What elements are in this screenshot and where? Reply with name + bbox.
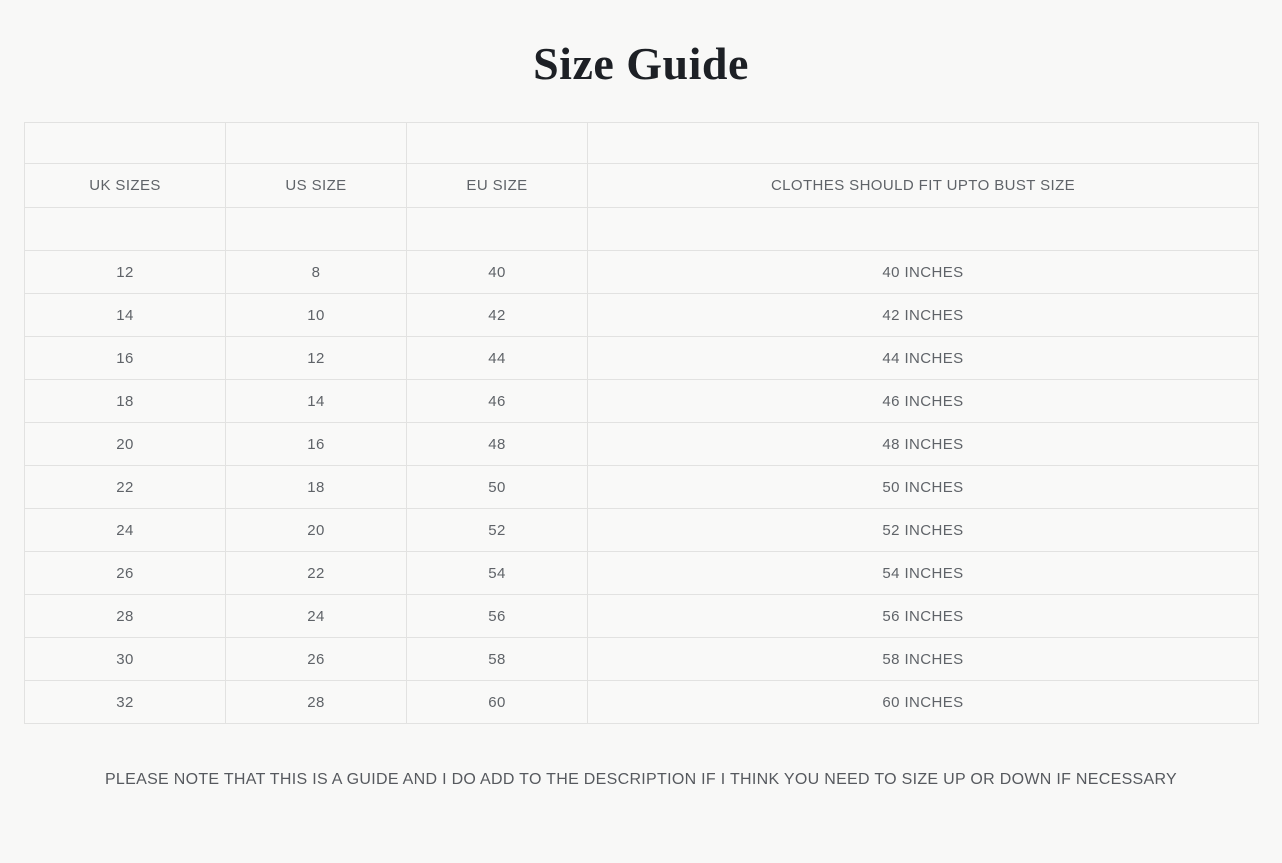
column-header-bust-size: CLOTHES SHOULD FIT UPTO BUST SIZE: [588, 164, 1259, 208]
table-row: [25, 337, 1259, 380]
bust-size-cell: 54 INCHES: [588, 552, 1259, 595]
bust-size-cell: 40 INCHES: [588, 251, 1259, 294]
empty-cell: [407, 123, 588, 164]
us-size-cell: 10: [226, 294, 407, 337]
uk-size-cell: 16: [25, 337, 226, 380]
table-row: [25, 552, 1259, 595]
bust-size-cell: 50 INCHES: [588, 466, 1259, 509]
eu-size-cell: 46: [407, 380, 588, 423]
eu-size-cell: 50: [407, 466, 588, 509]
eu-size-cell: 52: [407, 509, 588, 552]
table-row: [25, 681, 1259, 724]
eu-size-cell: 58: [407, 638, 588, 681]
table-row: [25, 466, 1259, 509]
column-header-us-size: US SIZE: [226, 164, 407, 208]
column-header-uk-sizes: UK SIZES: [25, 164, 226, 208]
table-header-row: [25, 164, 1259, 208]
table-row: [25, 251, 1259, 294]
bust-size-cell: 56 INCHES: [588, 595, 1259, 638]
spacer-row: [25, 208, 1259, 251]
table-row: [25, 509, 1259, 552]
us-size-cell: 12: [226, 337, 407, 380]
size-table-body: [25, 251, 1259, 724]
empty-cell: [226, 208, 407, 251]
table-row: [25, 595, 1259, 638]
column-header-eu-size: EU SIZE: [407, 164, 588, 208]
uk-size-cell: 18: [25, 380, 226, 423]
table-row: [25, 294, 1259, 337]
uk-size-cell: 32: [25, 681, 226, 724]
uk-size-cell: 24: [25, 509, 226, 552]
us-size-cell: 16: [226, 423, 407, 466]
size-guide-note: PLEASE NOTE THAT THIS IS A GUIDE AND I DO ADD TO THE DESCRIPTION IF I THINK YOU NEED TO SIZE UP OR DOWN IF NECESSARY: [104, 771, 1178, 788]
us-size-cell: 20: [226, 509, 407, 552]
uk-size-cell: 20: [25, 423, 226, 466]
empty-cell: [407, 208, 588, 251]
page-title: Size Guide: [533, 38, 749, 89]
eu-size-cell: 44: [407, 337, 588, 380]
empty-cell: [25, 208, 226, 251]
us-size-cell: 22: [226, 552, 407, 595]
eu-size-cell: 54: [407, 552, 588, 595]
uk-size-cell: 12: [25, 251, 226, 294]
uk-size-cell: 14: [25, 294, 226, 337]
spacer-row: [25, 123, 1259, 164]
uk-size-cell: 28: [25, 595, 226, 638]
eu-size-cell: 40: [407, 251, 588, 294]
uk-size-cell: 26: [25, 552, 226, 595]
us-size-cell: 24: [226, 595, 407, 638]
us-size-cell: 18: [226, 466, 407, 509]
empty-cell: [25, 123, 226, 164]
bust-size-cell: 48 INCHES: [588, 423, 1259, 466]
us-size-cell: 14: [226, 380, 407, 423]
us-size-cell: 28: [226, 681, 407, 724]
uk-size-cell: 22: [25, 466, 226, 509]
us-size-cell: 26: [226, 638, 407, 681]
uk-size-cell: 30: [25, 638, 226, 681]
eu-size-cell: 56: [407, 595, 588, 638]
table-row: [25, 423, 1259, 466]
bust-size-cell: 42 INCHES: [588, 294, 1259, 337]
empty-cell: [588, 208, 1259, 251]
eu-size-cell: 60: [407, 681, 588, 724]
bust-size-cell: 52 INCHES: [588, 509, 1259, 552]
size-guide-table: [24, 122, 1259, 724]
bust-size-cell: 58 INCHES: [588, 638, 1259, 681]
bust-size-cell: 46 INCHES: [588, 380, 1259, 423]
empty-cell: [226, 123, 407, 164]
eu-size-cell: 48: [407, 423, 588, 466]
bust-size-cell: 60 INCHES: [588, 681, 1259, 724]
table-row: [25, 638, 1259, 681]
eu-size-cell: 42: [407, 294, 588, 337]
table-row: [25, 380, 1259, 423]
empty-cell: [588, 123, 1259, 164]
us-size-cell: 8: [226, 251, 407, 294]
bust-size-cell: 44 INCHES: [588, 337, 1259, 380]
